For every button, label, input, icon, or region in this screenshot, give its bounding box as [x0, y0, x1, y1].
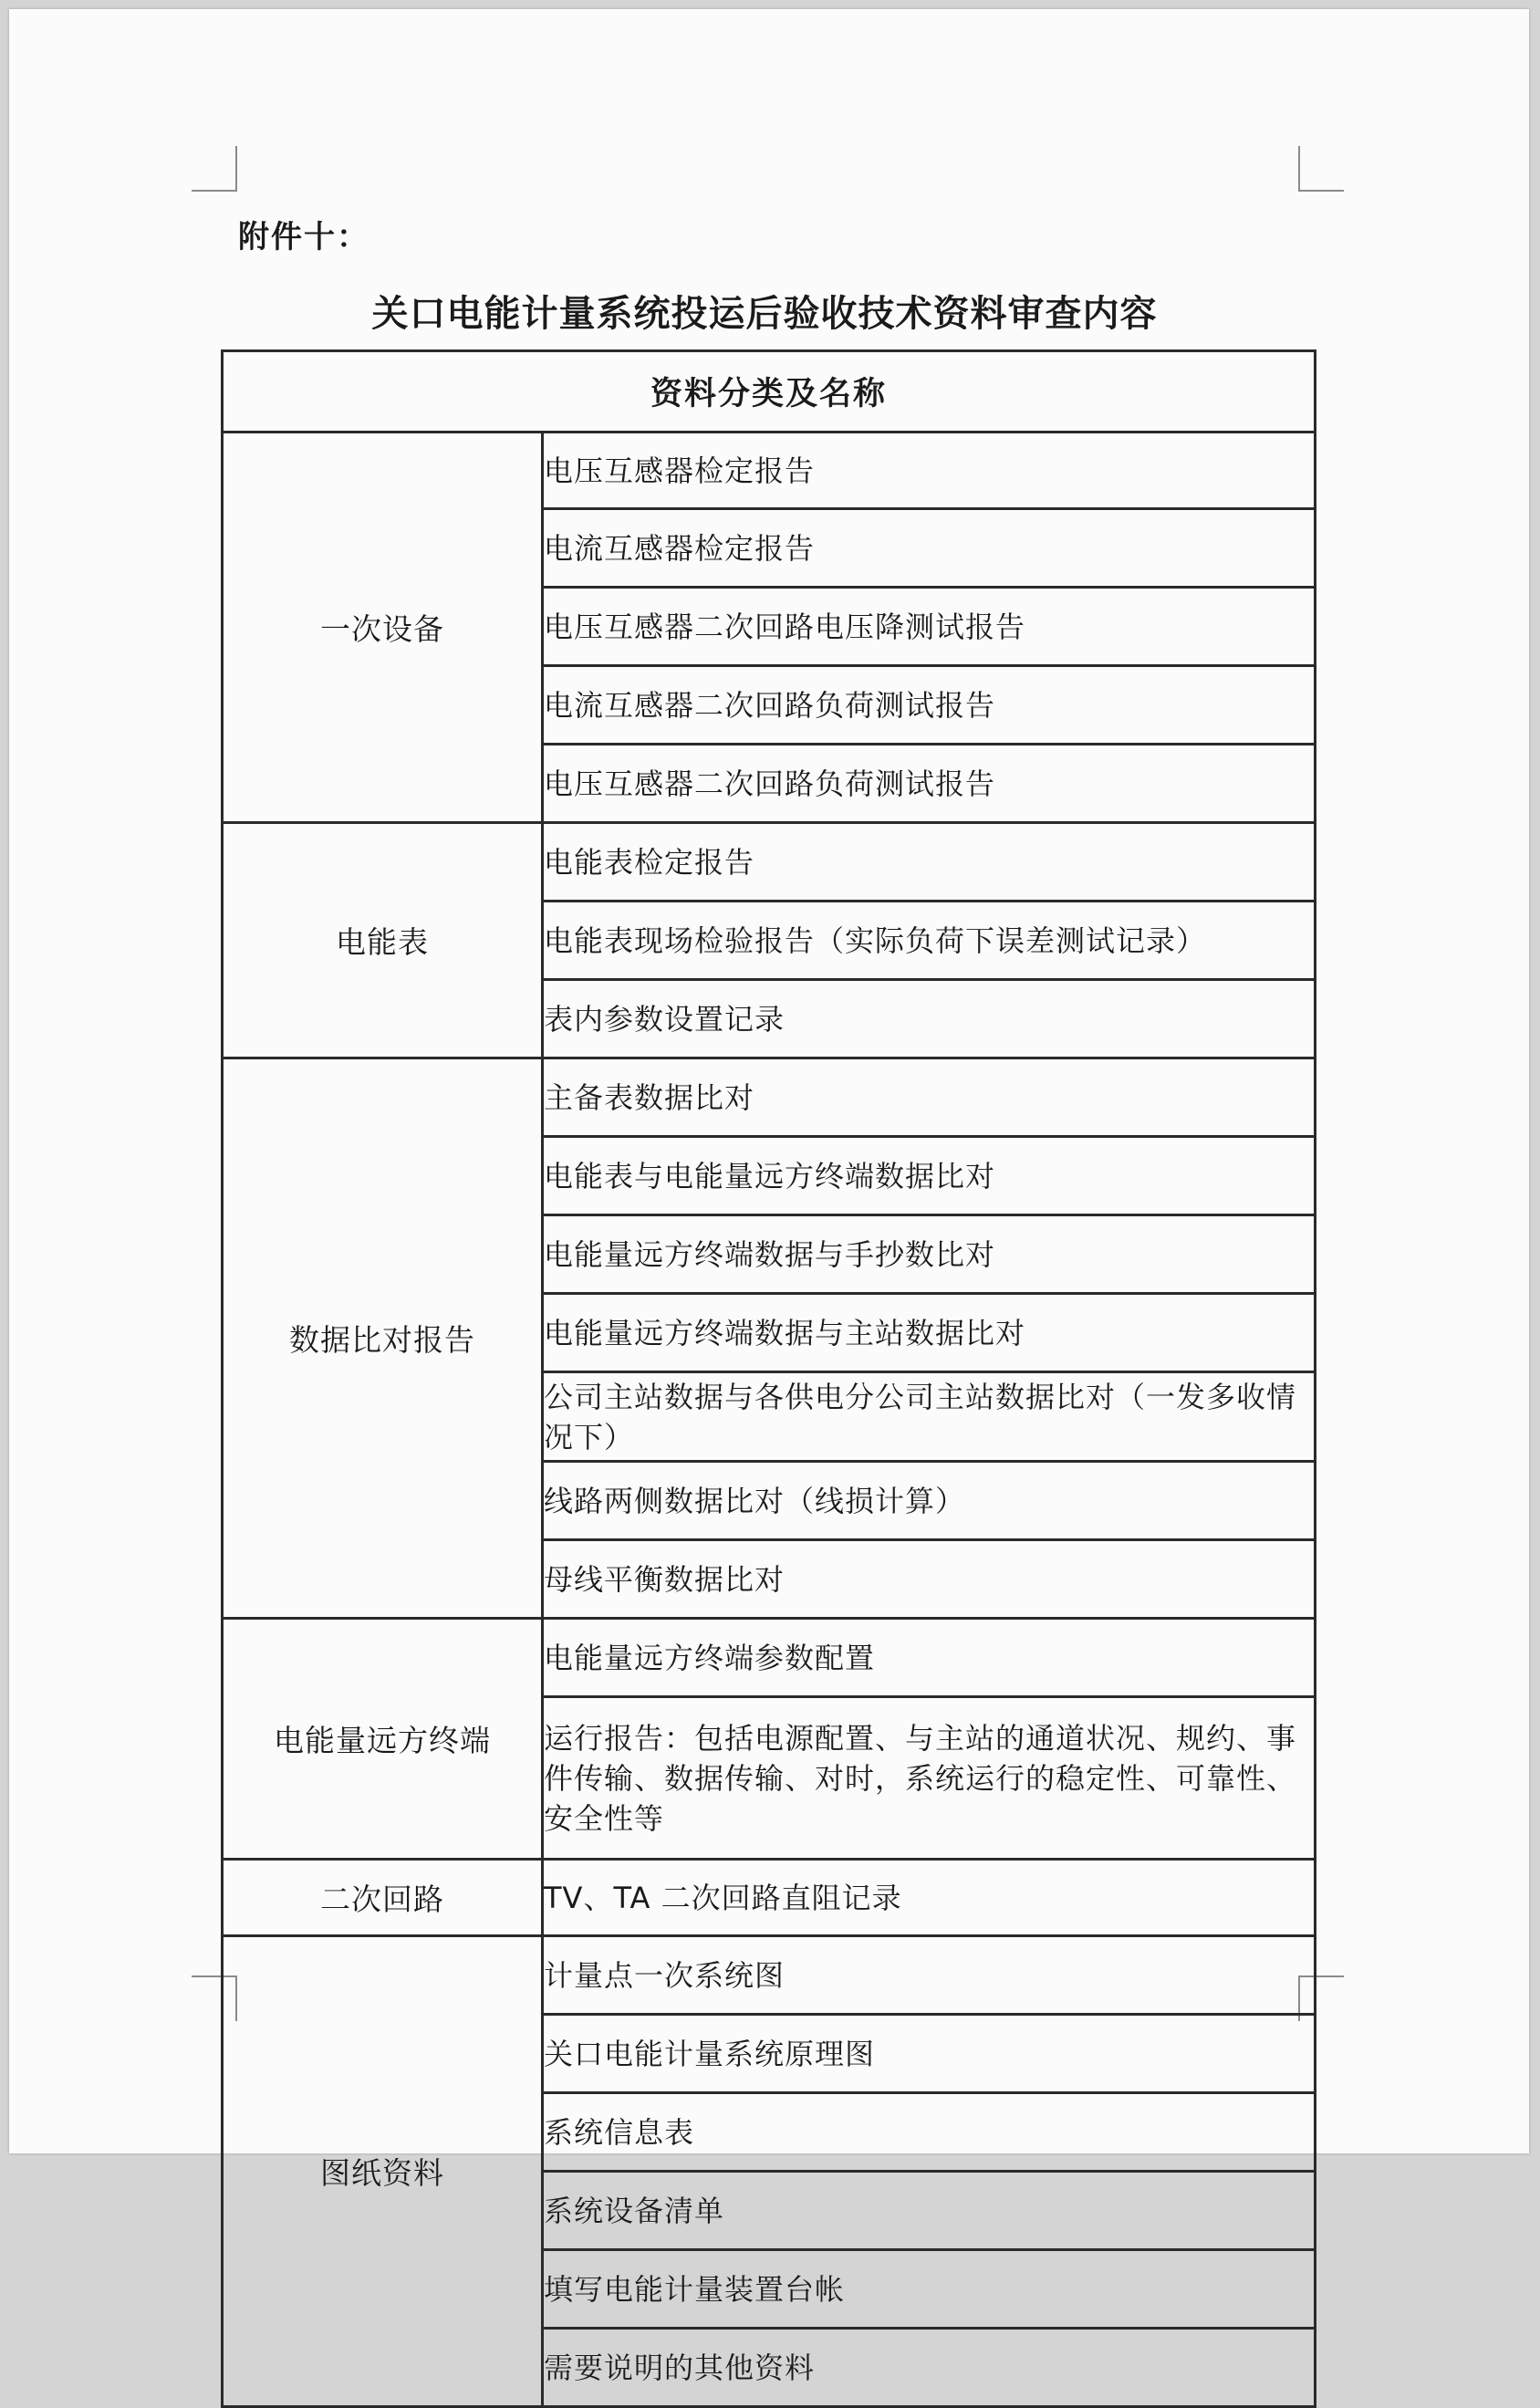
item-cell: 电能表现场检验报告（实际负荷下误差测试记录）	[543, 902, 1316, 980]
item-cell: 电压互感器二次回路电压降测试报告	[543, 588, 1316, 666]
table-header: 资料分类及名称	[223, 351, 1316, 433]
category-cell-energy-meter: 电能表	[223, 823, 543, 1058]
crop-mark-top-right	[1298, 146, 1344, 192]
table-row	[223, 1936, 1316, 2015]
item-cell: 线路两侧数据比对（线损计算）	[543, 1462, 1316, 1540]
item-cell: 表内参数设置记录	[543, 980, 1316, 1058]
table-row	[223, 823, 1316, 902]
item-cell: 电能量远方终端数据与主站数据比对	[543, 1294, 1316, 1372]
category-cell-remote-terminal: 电能量远方终端	[223, 1619, 543, 1860]
item-cell: 电压互感器检定报告	[543, 433, 1316, 509]
item-cell: 电流互感器二次回路负荷测试报告	[543, 666, 1316, 745]
item-cell: 系统设备清单	[543, 2172, 1316, 2250]
review-table	[221, 349, 1316, 2408]
item-cell: 电流互感器检定报告	[543, 509, 1316, 588]
item-cell: 填写电能计量装置台帐	[543, 2250, 1316, 2329]
document-title: 关口电能计量系统投运后验收技术资料审查内容	[371, 293, 1158, 335]
item-cell: 系统信息表	[543, 2093, 1316, 2172]
attachment-label: 附件十：	[238, 219, 369, 255]
table-row	[223, 1058, 1316, 1137]
item-cell: 电能表检定报告	[543, 823, 1316, 902]
category-cell-secondary-circuit: 二次回路	[223, 1860, 543, 1936]
crop-mark-top-left	[192, 146, 237, 192]
item-cell: 公司主站数据与各供电分公司主站数据比对（一发多收情况下）	[543, 1372, 1316, 1462]
table-header-row	[223, 351, 1316, 433]
item-cell: TV、TA 二次回路直阻记录	[543, 1860, 1316, 1936]
item-cell: 母线平衡数据比对	[543, 1540, 1316, 1619]
table-body	[223, 433, 1316, 2407]
item-cell: 电能量远方终端数据与手抄数比对	[543, 1215, 1316, 1294]
item-cell: 运行报告：包括电源配置、与主站的通道状况、规约、事件传输、数据传输、对时，系统运行的稳定性、可靠性、安全性等	[543, 1697, 1316, 1860]
category-cell-data-comparison: 数据比对报告	[223, 1058, 543, 1619]
table-row	[223, 433, 1316, 509]
item-cell: 主备表数据比对	[543, 1058, 1316, 1137]
item-cell: 关口电能计量系统原理图	[543, 2015, 1316, 2093]
table-row	[223, 1619, 1316, 1697]
item-cell: 计量点一次系统图	[543, 1936, 1316, 2015]
item-cell: 电压互感器二次回路负荷测试报告	[543, 745, 1316, 823]
item-cell: 需要说明的其他资料	[543, 2329, 1316, 2407]
item-cell: 电能表与电能量远方终端数据比对	[543, 1137, 1316, 1215]
category-cell-drawings: 图纸资料	[223, 1936, 543, 2407]
category-cell-primary-equipment: 一次设备	[223, 433, 543, 823]
document-page	[9, 9, 1529, 2385]
table-row	[223, 1860, 1316, 1936]
item-cell: 电能量远方终端参数配置	[543, 1619, 1316, 1697]
